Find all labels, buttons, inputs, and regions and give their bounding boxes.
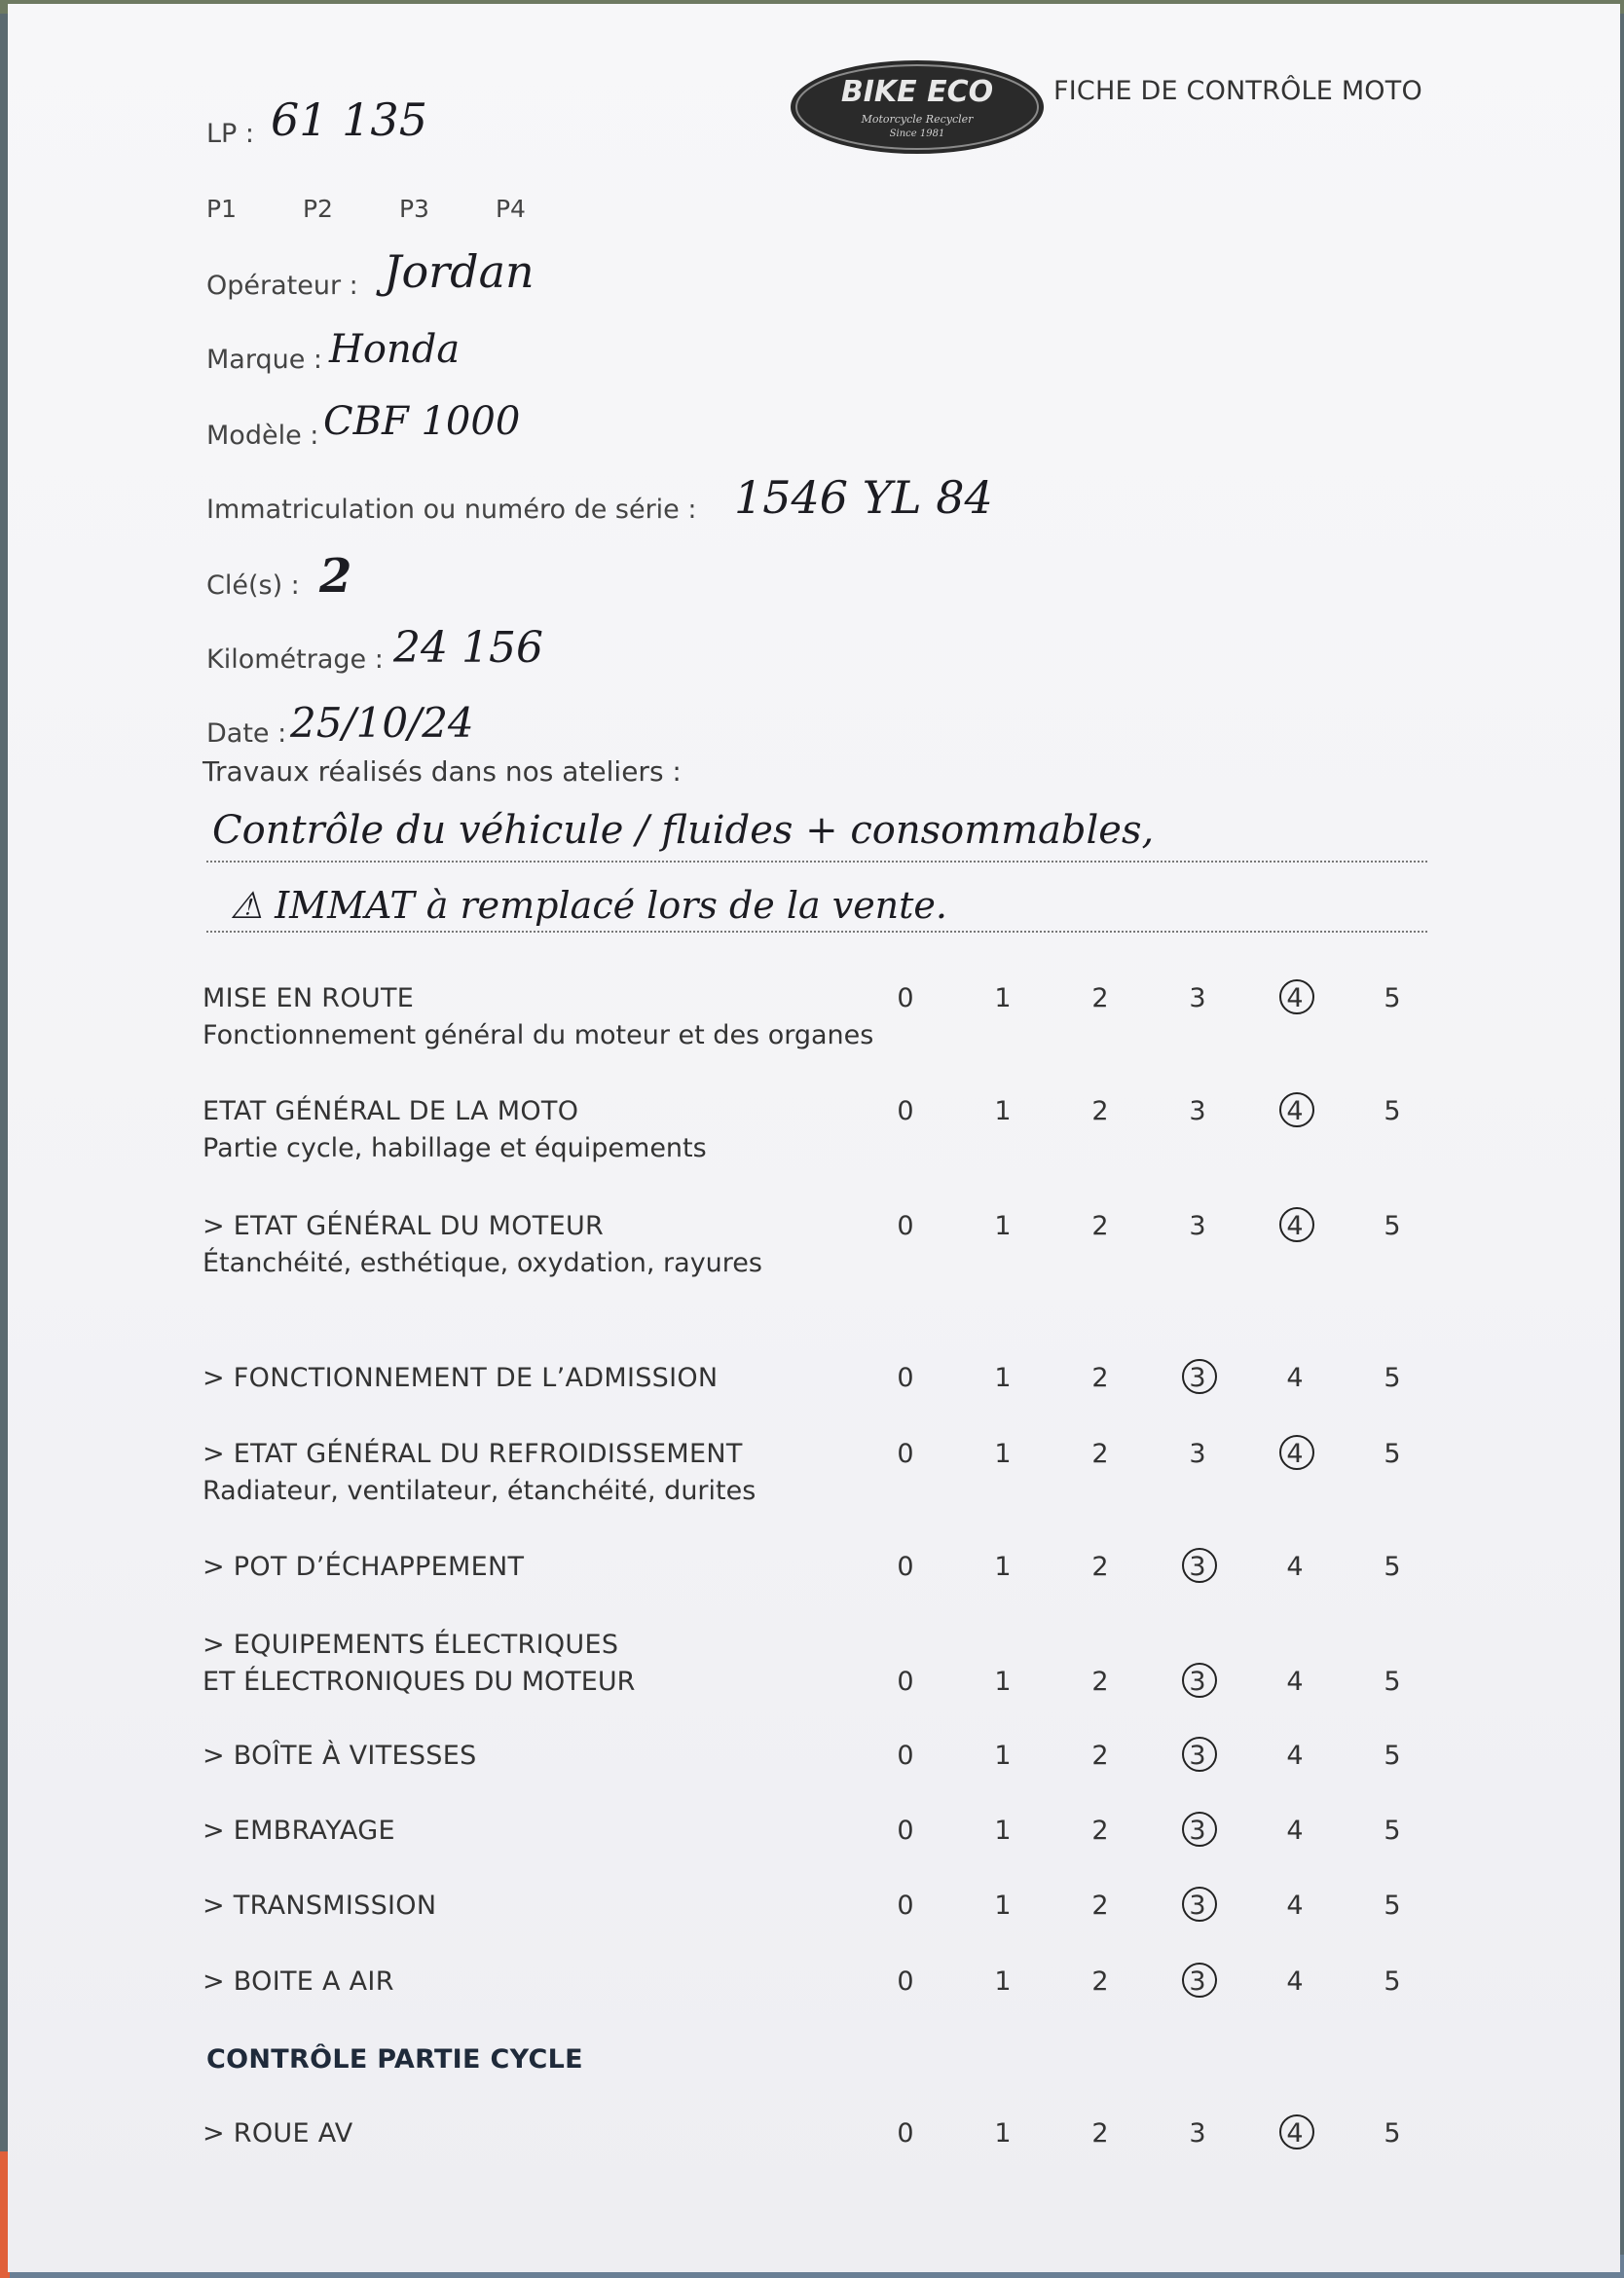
immat-value: 1546 YL 84 (734, 471, 993, 524)
check-row-title: ETAT GÉNÉRAL DE LA MOTO (203, 1096, 579, 1126)
score-option: 1 (994, 1211, 1012, 1241)
score-option: 1 (994, 1966, 1012, 1997)
score-option-selected: 3 (1178, 1363, 1217, 1393)
travaux-line-2: ⚠ IMMAT à remplacé lors de la vente. (230, 884, 947, 927)
check-row-title: MISE EN ROUTE (203, 983, 415, 1013)
score-option: 0 (897, 1966, 914, 1997)
score-option: 0 (897, 1816, 914, 1846)
score-option: 0 (897, 1552, 914, 1582)
score-option-selected: 3 (1178, 1966, 1217, 1997)
score-option: 4 (1286, 1966, 1304, 1997)
score-option-selected: 4 (1275, 1439, 1314, 1469)
score-option: 0 (897, 1096, 914, 1126)
section-heading-partie-cycle: CONTRÔLE PARTIE CYCLE (206, 2044, 583, 2075)
score-option: 5 (1384, 1891, 1401, 1921)
score-option: 3 (1189, 1211, 1206, 1241)
cycle-title: > ROUE AV (203, 2118, 353, 2149)
score-option-selected: 4 (1275, 983, 1314, 1013)
check-rows (8, 4, 1620, 2272)
check-row-subtitle: ET ÉLECTRONIQUES DU MOTEUR (203, 1667, 636, 1697)
km-label: Kilométrage : (206, 644, 384, 675)
score-option: 2 (1091, 1891, 1109, 1921)
score-option: 5 (1384, 1667, 1401, 1697)
score-option: 2 (1091, 1816, 1109, 1846)
score-option-selected: 4 (1275, 1211, 1314, 1241)
score-option: 4 (1286, 1667, 1304, 1697)
check-row-subtitle: Fonctionnement général du moteur et des organes (203, 1020, 874, 1050)
operateur-label: Opérateur : (206, 271, 358, 301)
modele-value: CBF 1000 (323, 399, 521, 444)
score-option: 1 (994, 1816, 1012, 1846)
travaux-label: Travaux réalisés dans nos ateliers : (203, 755, 682, 788)
score-option: 1 (994, 1667, 1012, 1697)
score-option-selected: 4 (1275, 2118, 1314, 2149)
cles-label: Clé(s) : (206, 570, 300, 601)
check-row-title: > POT D’ÉCHAPPEMENT (203, 1552, 525, 1582)
score-option: 0 (897, 2118, 914, 2149)
score-option: 2 (1091, 1096, 1109, 1126)
score-option: 5 (1384, 1741, 1401, 1771)
check-row-title: > ETAT GÉNÉRAL DU REFROIDISSEMENT (203, 1439, 743, 1469)
score-option: 3 (1189, 1439, 1206, 1469)
score-option: 0 (897, 1439, 914, 1469)
marque-label: Marque : (206, 345, 323, 375)
score-option: 0 (897, 1211, 914, 1241)
position-p3: P3 (398, 195, 429, 223)
score-option: 2 (1091, 1211, 1109, 1241)
score-option: 2 (1091, 983, 1109, 1013)
check-row-subtitle: Radiateur, ventilateur, étanchéité, durites (203, 1476, 757, 1506)
score-option: 1 (994, 1439, 1012, 1469)
score-option: 1 (994, 983, 1012, 1013)
score-option: 4 (1286, 1741, 1304, 1771)
check-row-title: > BOITE A AIR (203, 1966, 394, 1997)
logo-subtitle: Motorcycle Recycler (861, 113, 974, 126)
score-option: 2 (1091, 1966, 1109, 1997)
score-option: 2 (1091, 1439, 1109, 1469)
score-option-selected: 3 (1178, 1667, 1217, 1697)
score-option: 2 (1091, 1552, 1109, 1582)
score-option: 0 (897, 1667, 914, 1697)
score-option: 2 (1091, 1363, 1109, 1393)
modele-label: Modèle : (206, 421, 319, 451)
score-option: 5 (1384, 1552, 1401, 1582)
check-row-title: > ETAT GÉNÉRAL DU MOTEUR (203, 1211, 605, 1241)
score-option: 5 (1384, 1966, 1401, 1997)
check-row-title: > TRANSMISSION (203, 1891, 437, 1921)
score-option: 3 (1189, 2118, 1206, 2149)
score-option: 0 (897, 1363, 914, 1393)
score-option: 1 (994, 1363, 1012, 1393)
score-option: 4 (1286, 1891, 1304, 1921)
score-option: 3 (1189, 983, 1206, 1013)
score-option: 5 (1384, 1363, 1401, 1393)
score-option: 1 (994, 1096, 1012, 1126)
document-title: FICHE DE CONTRÔLE MOTO (1053, 76, 1422, 106)
logo-text: BIKE ECO (840, 75, 994, 109)
score-option: 1 (994, 1741, 1012, 1771)
score-option: 0 (897, 983, 914, 1013)
position-p4: P4 (495, 195, 526, 223)
score-option: 5 (1384, 2118, 1401, 2149)
lp-label: LP : (206, 119, 255, 149)
score-option: 0 (897, 1741, 914, 1771)
check-row-title: > EMBRAYAGE (203, 1816, 395, 1846)
check-row-title: > EQUIPEMENTS ÉLECTRIQUES (203, 1630, 619, 1660)
score-option: 5 (1384, 1211, 1401, 1241)
date-value: 25/10/24 (290, 699, 474, 747)
logo-since: Since 1981 (889, 129, 945, 139)
score-option: 5 (1384, 1439, 1401, 1469)
score-option: 0 (897, 1891, 914, 1921)
score-option: 1 (994, 1891, 1012, 1921)
score-option: 5 (1384, 1816, 1401, 1846)
check-row-title: > FONCTIONNEMENT DE L’ADMISSION (203, 1363, 719, 1393)
score-option: 2 (1091, 1667, 1109, 1697)
date-label: Date : (206, 718, 287, 749)
score-option: 4 (1286, 1816, 1304, 1846)
control-sheet (8, 4, 1620, 2272)
score-option: 1 (994, 2118, 1012, 2149)
score-option: 2 (1091, 2118, 1109, 2149)
score-option-selected: 4 (1275, 1096, 1314, 1126)
score-option: 3 (1189, 1096, 1206, 1126)
position-p1: P1 (206, 195, 237, 223)
score-option: 5 (1384, 983, 1401, 1013)
score-option: 4 (1286, 1552, 1304, 1582)
operateur-value: Jordan (384, 245, 535, 298)
check-row-subtitle: Étanchéité, esthétique, oxydation, rayures (203, 1248, 762, 1278)
score-option-selected: 3 (1178, 1891, 1217, 1921)
travaux-line-1: Contrôle du véhicule / fluides + consommables, (212, 808, 1155, 853)
score-option-selected: 3 (1178, 1741, 1217, 1771)
position-p2: P2 (302, 195, 333, 223)
km-value: 24 156 (393, 623, 543, 673)
check-row-title: > BOÎTE À VITESSES (203, 1741, 477, 1771)
lp-value: 61 135 (271, 93, 427, 146)
immat-label: Immatriculation ou numéro de série : (206, 495, 697, 525)
cles-value: 2 (319, 549, 352, 604)
score-option: 5 (1384, 1096, 1401, 1126)
score-option: 4 (1286, 1363, 1304, 1393)
check-row-subtitle: Partie cycle, habillage et équipements (203, 1133, 707, 1163)
score-option-selected: 3 (1178, 1816, 1217, 1846)
score-option-selected: 3 (1178, 1552, 1217, 1582)
marque-value: Honda (329, 327, 461, 372)
score-option: 2 (1091, 1741, 1109, 1771)
score-option: 1 (994, 1552, 1012, 1582)
